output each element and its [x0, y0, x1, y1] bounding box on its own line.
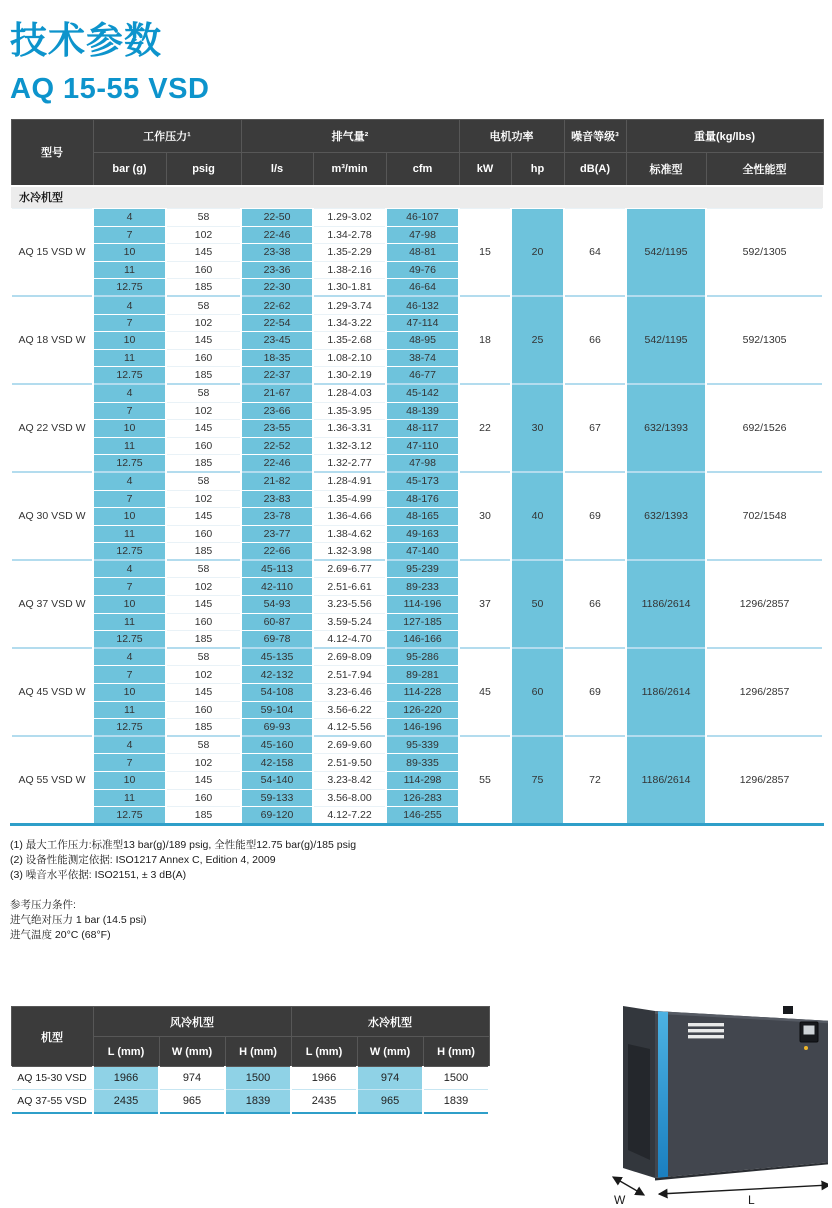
- spec-cell: 12.75: [93, 807, 166, 825]
- spec-cell: 22-54: [241, 314, 313, 332]
- spec-cell: 2.69-8.09: [313, 648, 386, 666]
- dim-col-header-w-water: W (mm): [357, 1037, 423, 1067]
- spec-cell: 23-45: [241, 332, 313, 350]
- col-header-full-feature: 全性能型: [706, 153, 823, 186]
- spec-cell: 3.56-8.00: [313, 789, 386, 807]
- spec-cell: 2.69-6.77: [313, 560, 386, 578]
- dim-value-cell: 1839: [423, 1090, 489, 1113]
- spec-cell: 18-35: [241, 349, 313, 367]
- kw-cell: 55: [459, 736, 511, 824]
- dba-cell: 66: [564, 296, 626, 384]
- spec-cell: 23-77: [241, 525, 313, 543]
- spec-cell: 4.12-4.70: [313, 631, 386, 649]
- dim-col-header-model: 机型: [11, 1007, 93, 1067]
- spec-cell: 49-163: [386, 525, 459, 543]
- spec-cell: 48-165: [386, 508, 459, 526]
- spec-cell: 4: [93, 736, 166, 754]
- spec-cell: 7: [93, 226, 166, 244]
- spec-cell: 145: [166, 508, 241, 526]
- spec-cell: 46-132: [386, 296, 459, 314]
- spec-cell: 69-93: [241, 719, 313, 737]
- spec-cell: 4: [93, 472, 166, 490]
- dba-cell: 72: [564, 736, 626, 824]
- section-label: 水冷机型: [11, 186, 823, 209]
- spec-cell: 95-339: [386, 736, 459, 754]
- spec-cell: 3.23-5.56: [313, 596, 386, 614]
- reference-title: 参考压力条件:: [10, 898, 76, 911]
- table-row: [11, 1090, 489, 1113]
- spec-cell: 3.59-5.24: [313, 613, 386, 631]
- atlas-copco-logo: [688, 1023, 724, 1038]
- dimension-table-header: [11, 1007, 489, 1067]
- spec-cell: 23-36: [241, 261, 313, 279]
- spec-cell: 146-255: [386, 807, 459, 825]
- kw-cell: 45: [459, 648, 511, 736]
- spec-cell: 95-286: [386, 648, 459, 666]
- top-vent-tab: [783, 1006, 793, 1014]
- spec-cell: 23-38: [241, 244, 313, 262]
- col-group-air-delivery: 排气量²: [241, 120, 459, 153]
- table-row: [11, 736, 823, 754]
- dim-value-cell: 1500: [225, 1067, 291, 1090]
- spec-cell: 69-120: [241, 807, 313, 825]
- spec-cell: 23-83: [241, 490, 313, 508]
- full-feature-weight-cell: 1296/2857: [706, 648, 823, 736]
- spec-cell: 3.56-6.22: [313, 701, 386, 719]
- spec-cell: 185: [166, 455, 241, 473]
- spec-cell: 1.35-2.29: [313, 244, 386, 262]
- dim-col-header-l-water: L (mm): [291, 1037, 357, 1067]
- spec-cell: 1.29-3.02: [313, 209, 386, 227]
- col-header-cfm: cfm: [386, 153, 459, 186]
- spec-cell: 12.75: [93, 279, 166, 297]
- footnotes: [10, 838, 822, 883]
- spec-cell: 114-196: [386, 596, 459, 614]
- spec-cell: 22-37: [241, 367, 313, 385]
- spec-cell: 2.51-9.50: [313, 754, 386, 772]
- full-feature-weight-cell: 702/1548: [706, 472, 823, 560]
- table-row: [11, 296, 823, 314]
- spec-cell: 146-196: [386, 719, 459, 737]
- spec-cell: 4: [93, 560, 166, 578]
- spec-cell: 11: [93, 525, 166, 543]
- spec-cell: 23-78: [241, 508, 313, 526]
- model-cell: AQ 37 VSD W: [11, 560, 93, 648]
- dim-model-cell: AQ 15-30 VSD: [11, 1067, 93, 1090]
- standard-weight-cell: 542/1195: [626, 296, 706, 384]
- col-header-model: 型号: [11, 120, 93, 186]
- spec-cell: 22-62: [241, 296, 313, 314]
- spec-cell: 10: [93, 684, 166, 702]
- spec-cell: 145: [166, 420, 241, 438]
- col-header-ls: l/s: [241, 153, 313, 186]
- dim-value-cell: 974: [159, 1067, 225, 1090]
- spec-cell: 114-298: [386, 772, 459, 790]
- spec-cell: 12.75: [93, 455, 166, 473]
- dim-value-cell: 1839: [225, 1090, 291, 1113]
- spec-cell: 1.34-2.78: [313, 226, 386, 244]
- dim-col-group-water-cooled: 水冷机型: [291, 1007, 489, 1037]
- spec-cell: 12.75: [93, 367, 166, 385]
- spec-cell: 48-176: [386, 490, 459, 508]
- standard-weight-cell: 632/1393: [626, 472, 706, 560]
- spec-cell: 160: [166, 437, 241, 455]
- spec-cell: 12.75: [93, 719, 166, 737]
- spec-cell: 2.69-9.60: [313, 736, 386, 754]
- dim-value-cell: 965: [159, 1090, 225, 1113]
- dba-cell: 69: [564, 648, 626, 736]
- spec-cell: 7: [93, 666, 166, 684]
- spec-cell: 95-239: [386, 560, 459, 578]
- spec-cell: 145: [166, 772, 241, 790]
- table-row: [11, 384, 823, 402]
- page-subtitle: AQ 15-55 VSD: [10, 73, 210, 105]
- col-group-working-pressure: 工作压力¹: [93, 120, 241, 153]
- spec-cell: 185: [166, 279, 241, 297]
- kw-cell: 37: [459, 560, 511, 648]
- spec-cell: 4.12-5.56: [313, 719, 386, 737]
- spec-cell: 22-66: [241, 543, 313, 561]
- dim-value-cell: 1966: [93, 1067, 159, 1090]
- hp-cell: 50: [511, 560, 564, 648]
- col-group-noise-level: 噪音等级³: [564, 120, 626, 153]
- dim-col-header-h-water: H (mm): [423, 1037, 489, 1067]
- hp-cell: 40: [511, 472, 564, 560]
- reference-conditions: [10, 898, 822, 943]
- spec-cell: 46-64: [386, 279, 459, 297]
- spec-cell: 47-98: [386, 455, 459, 473]
- spec-cell: 1.28-4.91: [313, 472, 386, 490]
- spec-cell: 7: [93, 402, 166, 420]
- spec-cell: 4: [93, 296, 166, 314]
- spec-cell: 22-52: [241, 437, 313, 455]
- dim-value-cell: 2435: [93, 1090, 159, 1113]
- spec-cell: 1.35-2.68: [313, 332, 386, 350]
- spec-cell: 60-87: [241, 613, 313, 631]
- spec-cell: 23-55: [241, 420, 313, 438]
- dim-model-cell: AQ 37-55 VSD: [11, 1090, 93, 1113]
- dba-cell: 69: [564, 472, 626, 560]
- spec-cell: 7: [93, 314, 166, 332]
- hp-cell: 75: [511, 736, 564, 824]
- spec-cell: 58: [166, 384, 241, 402]
- spec-cell: 1.30-1.81: [313, 279, 386, 297]
- spec-cell: 23-66: [241, 402, 313, 420]
- spec-cell: 10: [93, 420, 166, 438]
- spec-cell: 160: [166, 789, 241, 807]
- spec-cell: 59-104: [241, 701, 313, 719]
- standard-weight-cell: 1186/2614: [626, 560, 706, 648]
- spec-cell: 1.30-2.19: [313, 367, 386, 385]
- spec-cell: 58: [166, 209, 241, 227]
- spec-cell: 1.35-4.99: [313, 490, 386, 508]
- dim-value-cell: 974: [357, 1067, 423, 1090]
- spec-cell: 126-220: [386, 701, 459, 719]
- dimension-table-body: [11, 1067, 489, 1113]
- dimension-table: [10, 1006, 490, 1114]
- spec-cell: 22-46: [241, 455, 313, 473]
- col-header-psig: psig: [166, 153, 241, 186]
- spec-cell: 48-81: [386, 244, 459, 262]
- dimension-section: [10, 1006, 490, 1114]
- kw-cell: 18: [459, 296, 511, 384]
- spec-cell: 1.38-4.62: [313, 525, 386, 543]
- spec-cell: 1.32-3.98: [313, 543, 386, 561]
- table-row: [11, 472, 823, 490]
- spec-cell: 4.12-7.22: [313, 807, 386, 825]
- spec-cell: 102: [166, 578, 241, 596]
- compressor-blue-stripe: [658, 1011, 668, 1177]
- footnote-1: (1) 最大工作压力:标准型13 bar(g)/189 psig, 全性能型12.75 bar(g)/185 psig: [10, 838, 357, 851]
- spec-cell: 185: [166, 807, 241, 825]
- spec-cell: 160: [166, 613, 241, 631]
- spec-cell: 58: [166, 560, 241, 578]
- table-row: [11, 648, 823, 666]
- compressor-cabinet: [623, 1006, 828, 1181]
- spec-cell: 102: [166, 314, 241, 332]
- model-cell: AQ 45 VSD W: [11, 648, 93, 736]
- spec-cell: 146-166: [386, 631, 459, 649]
- spec-cell: 10: [93, 332, 166, 350]
- dim-col-header-h-air: H (mm): [225, 1037, 291, 1067]
- spec-cell: 11: [93, 261, 166, 279]
- spec-cell: 145: [166, 596, 241, 614]
- spec-cell: 54-140: [241, 772, 313, 790]
- full-feature-weight-cell: 592/1305: [706, 296, 823, 384]
- spec-cell: 102: [166, 226, 241, 244]
- spec-cell: 10: [93, 772, 166, 790]
- spec-cell: 1.34-3.22: [313, 314, 386, 332]
- hp-cell: 20: [511, 209, 564, 297]
- spec-cell: 89-233: [386, 578, 459, 596]
- full-feature-weight-cell: 1296/2857: [706, 736, 823, 824]
- spec-cell: 185: [166, 367, 241, 385]
- spec-cell: 12.75: [93, 631, 166, 649]
- table-row: [11, 209, 823, 227]
- spec-cell: 1.28-4.03: [313, 384, 386, 402]
- spec-cell: 4: [93, 384, 166, 402]
- footnote-2: (2) 设备性能测定依据: ISO1217 Annex C, Edition 4, 2009: [10, 853, 276, 866]
- model-cell: AQ 18 VSD W: [11, 296, 93, 384]
- spec-cell: 2.51-6.61: [313, 578, 386, 596]
- spec-cell: 42-158: [241, 754, 313, 772]
- standard-weight-cell: 542/1195: [626, 209, 706, 297]
- model-cell: AQ 15 VSD W: [11, 209, 93, 297]
- col-header-dba: dB(A): [564, 153, 626, 186]
- dim-value-cell: 965: [357, 1090, 423, 1113]
- dba-cell: 67: [564, 384, 626, 472]
- spec-cell: 126-283: [386, 789, 459, 807]
- spec-cell: 45-160: [241, 736, 313, 754]
- spec-cell: 42-132: [241, 666, 313, 684]
- col-header-kw: kW: [459, 153, 511, 186]
- spec-cell: 48-139: [386, 402, 459, 420]
- spec-cell: 45-173: [386, 472, 459, 490]
- compressor-photo: [598, 992, 828, 1206]
- spec-cell: 145: [166, 244, 241, 262]
- spec-cell: 114-228: [386, 684, 459, 702]
- spec-cell: 58: [166, 736, 241, 754]
- spec-cell: 7: [93, 578, 166, 596]
- spec-cell: 69-78: [241, 631, 313, 649]
- hp-cell: 60: [511, 648, 564, 736]
- spec-cell: 185: [166, 719, 241, 737]
- spec-cell: 47-140: [386, 543, 459, 561]
- spec-cell: 102: [166, 402, 241, 420]
- dim-value-cell: 1500: [423, 1067, 489, 1090]
- spec-cell: 1.36-3.31: [313, 420, 386, 438]
- spec-cell: 3.23-6.46: [313, 684, 386, 702]
- spec-cell: 1.36-4.66: [313, 508, 386, 526]
- table-row: [11, 1067, 489, 1090]
- dim-col-header-l-air: L (mm): [93, 1037, 159, 1067]
- spec-cell: 38-74: [386, 349, 459, 367]
- spec-cell: 1.32-3.12: [313, 437, 386, 455]
- spec-table: [10, 119, 824, 826]
- model-cell: AQ 22 VSD W: [11, 384, 93, 472]
- col-header-standard: 标准型: [626, 153, 706, 186]
- dim-col-group-air-cooled: 风冷机型: [93, 1007, 291, 1037]
- col-header-bar-g: bar (g): [93, 153, 166, 186]
- side-vent-grille: [628, 1044, 650, 1160]
- standard-weight-cell: 632/1393: [626, 384, 706, 472]
- spec-cell: 89-335: [386, 754, 459, 772]
- spec-cell: 45-135: [241, 648, 313, 666]
- spec-cell: 54-108: [241, 684, 313, 702]
- spec-cell: 45-113: [241, 560, 313, 578]
- section-row: [11, 186, 823, 209]
- spec-table-body: [11, 186, 823, 825]
- spec-cell: 7: [93, 490, 166, 508]
- spec-cell: 1.29-3.74: [313, 296, 386, 314]
- spec-cell: 49-76: [386, 261, 459, 279]
- col-group-motor-power: 电机功率: [459, 120, 564, 153]
- spec-cell: 46-107: [386, 209, 459, 227]
- width-label: W: [614, 1193, 626, 1206]
- spec-cell: 58: [166, 648, 241, 666]
- spec-cell: 22-50: [241, 209, 313, 227]
- spec-cell: 11: [93, 349, 166, 367]
- dba-cell: 66: [564, 560, 626, 648]
- spec-cell: 45-142: [386, 384, 459, 402]
- model-cell: AQ 30 VSD W: [11, 472, 93, 560]
- col-header-m3min: m³/min: [313, 153, 386, 186]
- kw-cell: 15: [459, 209, 511, 297]
- spec-cell: 22-30: [241, 279, 313, 297]
- spec-cell: 2.51-7.94: [313, 666, 386, 684]
- spec-cell: 185: [166, 631, 241, 649]
- dim-value-cell: 2435: [291, 1090, 357, 1113]
- table-row: [11, 560, 823, 578]
- spec-cell: 58: [166, 472, 241, 490]
- spec-cell: 102: [166, 754, 241, 772]
- spec-cell: 185: [166, 543, 241, 561]
- spec-cell: 160: [166, 349, 241, 367]
- spec-cell: 11: [93, 613, 166, 631]
- full-feature-weight-cell: 692/1526: [706, 384, 823, 472]
- spec-cell: 145: [166, 332, 241, 350]
- spec-cell: 160: [166, 261, 241, 279]
- spec-cell: 47-110: [386, 437, 459, 455]
- spec-cell: 46-77: [386, 367, 459, 385]
- spec-cell: 127-185: [386, 613, 459, 631]
- dba-cell: 64: [564, 209, 626, 297]
- spec-cell: 11: [93, 789, 166, 807]
- hp-cell: 25: [511, 296, 564, 384]
- full-feature-weight-cell: 592/1305: [706, 209, 823, 297]
- standard-weight-cell: 1186/2614: [626, 648, 706, 736]
- dim-value-cell: 1966: [291, 1067, 357, 1090]
- spec-cell: 22-46: [241, 226, 313, 244]
- hp-cell: 30: [511, 384, 564, 472]
- spec-cell: 145: [166, 684, 241, 702]
- col-group-weight: 重量(kg/lbs): [626, 120, 823, 153]
- spec-cell: 42-110: [241, 578, 313, 596]
- kw-cell: 30: [459, 472, 511, 560]
- spec-cell: 1.35-3.95: [313, 402, 386, 420]
- spec-cell: 54-93: [241, 596, 313, 614]
- spec-cell: 12.75: [93, 543, 166, 561]
- spec-cell: 10: [93, 244, 166, 262]
- reference-line-1: 进气绝对压力 1 bar (14.5 psi): [10, 913, 147, 926]
- page-title: 技术参数: [10, 20, 162, 61]
- kw-cell: 22: [459, 384, 511, 472]
- spec-cell: 58: [166, 296, 241, 314]
- spec-cell: 11: [93, 701, 166, 719]
- spec-cell: 21-67: [241, 384, 313, 402]
- spec-cell: 47-98: [386, 226, 459, 244]
- spec-cell: 21-82: [241, 472, 313, 490]
- spec-cell: 59-133: [241, 789, 313, 807]
- length-arrow: [659, 1185, 828, 1194]
- standard-weight-cell: 1186/2614: [626, 736, 706, 824]
- spec-cell: 48-117: [386, 420, 459, 438]
- spec-cell: 4: [93, 209, 166, 227]
- spec-cell: 3.23-8.42: [313, 772, 386, 790]
- spec-cell: 4: [93, 648, 166, 666]
- spec-cell: 89-281: [386, 666, 459, 684]
- col-header-hp: hp: [511, 153, 564, 186]
- spec-cell: 102: [166, 666, 241, 684]
- spec-table-header: [11, 120, 823, 186]
- spec-cell: 102: [166, 490, 241, 508]
- spec-cell: 160: [166, 525, 241, 543]
- warning-dot: [804, 1046, 808, 1050]
- spec-cell: 1.08-2.10: [313, 349, 386, 367]
- footnote-3: (3) 噪音水平依据: ISO2151, ± 3 dB(A): [10, 868, 187, 881]
- reference-line-2: 进气温度 20°C (68°F): [10, 928, 111, 941]
- spec-cell: 1.38-2.16: [313, 261, 386, 279]
- spec-cell: 11: [93, 437, 166, 455]
- spec-cell: 7: [93, 754, 166, 772]
- dim-col-header-w-air: W (mm): [159, 1037, 225, 1067]
- full-feature-weight-cell: 1296/2857: [706, 560, 823, 648]
- spec-cell: 47-114: [386, 314, 459, 332]
- spec-cell: 1.32-2.77: [313, 455, 386, 473]
- spec-cell: 10: [93, 596, 166, 614]
- spec-cell: 48-95: [386, 332, 459, 350]
- spec-cell: 10: [93, 508, 166, 526]
- spec-cell: 160: [166, 701, 241, 719]
- model-cell: AQ 55 VSD W: [11, 736, 93, 824]
- length-label: L: [748, 1193, 755, 1206]
